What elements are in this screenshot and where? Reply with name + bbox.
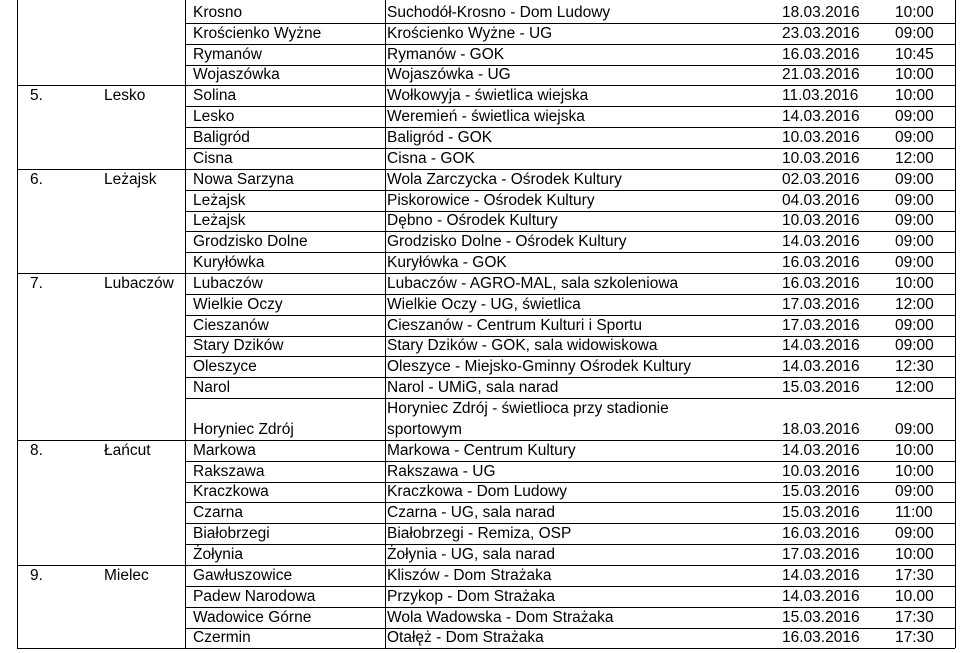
commune-name: Wojaszówka: [193, 66, 280, 84]
commune-name: Grodzisko Dolne: [193, 233, 308, 251]
column-divider: [955, 0, 956, 648]
meeting-date: 16.03.2016: [782, 45, 860, 63]
venue-name: Białobrzegi - Remiza, OSP: [387, 525, 572, 543]
column-divider: [185, 0, 186, 648]
venue-name: Rymanów - GOK: [387, 45, 505, 63]
venue-name: Żołynia - UG, sala narad: [387, 545, 555, 563]
venue-name: Kliszów - Dom Strażaka: [387, 566, 552, 584]
venue-name: Oleszyce - Miejsko-Gminny Ośrodek Kultury: [387, 358, 692, 376]
commune-name: Leżajsk: [193, 212, 246, 230]
row-divider: [185, 65, 955, 66]
row-divider: [185, 148, 955, 149]
commune-name: Cieszanów: [193, 316, 269, 334]
commune-name: Lubaczów: [193, 274, 263, 292]
commune-name: Krościenko Wyżne: [193, 24, 322, 42]
row-divider: [185, 252, 955, 253]
venue-name: Cisna - GOK: [387, 149, 475, 167]
meeting-date: 02.03.2016: [782, 170, 860, 188]
venue-name: Piskorowice - Ośrodek Kultury: [387, 191, 595, 209]
meeting-date: 23.03.2016: [782, 24, 860, 42]
group-divider: [17, 273, 955, 274]
venue-name: sportowym: [387, 420, 462, 438]
meeting-date: 10.03.2016: [782, 462, 860, 480]
meeting-date: 21.03.2016: [782, 66, 860, 84]
venue-name: Rakszawa - UG: [387, 462, 496, 480]
row-divider: [185, 336, 955, 337]
venue-name: Przykop - Dom Strażaka: [387, 587, 555, 605]
venue-name: Cieszanów - Centrum Kulturi i Sportu: [387, 316, 642, 334]
venue-name: Czarna - UG, sala narad: [387, 504, 555, 522]
meeting-time: 12:30: [895, 358, 934, 376]
row-divider: [185, 607, 955, 608]
venue-name: Wola Zarczycka - Ośrodek Kultury: [387, 170, 622, 188]
row-divider: [185, 356, 955, 357]
meeting-time: 10:45: [895, 45, 934, 63]
row-divider: [185, 502, 955, 503]
commune-name: Horyniec Zdrój: [193, 420, 294, 438]
commune-name: Nowa Sarzyna: [193, 170, 294, 188]
meeting-date: 16.03.2016: [782, 254, 860, 272]
group-divider: [17, 440, 955, 441]
commune-name: Rymanów: [193, 45, 262, 63]
column-divider: [385, 0, 386, 648]
meeting-time: 12:00: [895, 149, 934, 167]
meeting-date: 14.03.2016: [782, 587, 860, 605]
meeting-date: 14.03.2016: [782, 233, 860, 251]
commune-name: Białobrzegi: [193, 525, 270, 543]
meeting-date: 17.03.2016: [782, 295, 860, 313]
row-divider: [185, 586, 955, 587]
meeting-time: 10:00: [895, 441, 934, 459]
meeting-time: 09:00: [895, 233, 934, 251]
meeting-time: 17:30: [895, 608, 934, 626]
meeting-time: 10.00: [895, 587, 934, 605]
meeting-date: 16.03.2016: [782, 525, 860, 543]
meeting-time: 10:00: [895, 87, 934, 105]
commune-name: Narol: [193, 379, 231, 397]
group-number: 7.: [30, 274, 43, 292]
district-name: Leżajsk: [104, 170, 157, 188]
venue-name: Otałęż - Dom Strażaka: [387, 629, 544, 647]
venue-name: Wielkie Oczy - UG, świetlica: [387, 295, 581, 313]
meeting-time: 09:00: [895, 337, 934, 355]
meeting-date: 15.03.2016: [782, 483, 860, 501]
row-divider: [185, 482, 955, 483]
meeting-time: 12:00: [895, 295, 934, 313]
commune-name: Kuryłówka: [193, 254, 265, 272]
group-number: 5.: [30, 87, 43, 105]
commune-name: Baligród: [193, 128, 250, 146]
venue-name: Baligród - GOK: [387, 128, 493, 146]
group-number: 6.: [30, 170, 43, 188]
venue-name: Wołkowyja - świetlica wiejska: [387, 87, 589, 105]
meeting-date: 10.03.2016: [782, 212, 860, 230]
commune-name: Leżajsk: [193, 191, 246, 209]
meeting-time: 09:00: [895, 170, 934, 188]
meeting-date: 15.03.2016: [782, 504, 860, 522]
meeting-date: 11.03.2016: [782, 87, 859, 105]
meeting-time: 09:00: [895, 24, 934, 42]
commune-name: Czermin: [193, 629, 251, 647]
venue-name: Weremień - świetlica wiejska: [387, 108, 585, 126]
commune-name: Solina: [193, 87, 237, 105]
row-divider: [185, 628, 955, 629]
venue-name: Horyniec Zdrój - świetlioca przy stadionie: [387, 400, 669, 417]
venue-name: Wola Wadowska - Dom Strażaka: [387, 608, 614, 626]
meeting-time: 09:00: [895, 254, 934, 272]
meeting-date: 16.03.2016: [782, 274, 860, 292]
meeting-date: 14.03.2016: [782, 337, 860, 355]
commune-name: Stary Dzików: [193, 337, 284, 355]
commune-name: Krosno: [193, 3, 243, 21]
meeting-date: 14.03.2016: [782, 566, 860, 584]
venue-name: Stary Dzików - GOK, sala widowiskowa: [387, 337, 658, 355]
commune-name: Lesko: [193, 108, 235, 126]
row-divider: [185, 544, 955, 545]
commune-name: Czarna: [193, 504, 243, 522]
venue-name: Wojaszówka - UG: [387, 66, 511, 84]
meeting-date: 18.03.2016: [782, 3, 860, 21]
column-divider: [17, 0, 18, 648]
meeting-time: 10:00: [895, 3, 934, 21]
meeting-date: 14.03.2016: [782, 358, 860, 376]
row-divider: [185, 461, 955, 462]
row-divider: [185, 315, 955, 316]
group-divider: [17, 169, 955, 170]
row-divider: [185, 44, 955, 45]
commune-name: Padew Narodowa: [193, 587, 316, 605]
commune-name: Żołynia: [193, 545, 243, 563]
meeting-time: 09:00: [895, 316, 934, 334]
meeting-date: 17.03.2016: [782, 545, 860, 563]
meeting-date: 14.03.2016: [782, 108, 860, 126]
row-divider: [185, 377, 955, 378]
row-divider: [185, 127, 955, 128]
row-divider: [185, 106, 955, 107]
commune-name: Rakszawa: [193, 462, 265, 480]
group-number: 9.: [30, 566, 43, 584]
meeting-time: 10:00: [895, 462, 934, 480]
meeting-time: 10:00: [895, 274, 934, 292]
group-divider: [17, 648, 955, 649]
district-name: Łańcut: [104, 441, 151, 459]
meeting-time: 09:00: [895, 212, 934, 230]
row-divider: [185, 294, 955, 295]
meeting-time: 09:00: [895, 420, 934, 438]
row-divider: [185, 211, 955, 212]
meeting-time: 09:00: [895, 128, 934, 146]
row-divider: [185, 398, 955, 399]
meeting-date: 10.03.2016: [782, 128, 860, 146]
row-divider: [185, 231, 955, 232]
district-name: Mielec: [104, 566, 149, 584]
commune-name: Cisna: [193, 149, 233, 167]
group-divider: [17, 85, 955, 86]
meeting-time: 09:00: [895, 108, 934, 126]
venue-name: Markowa - Centrum Kultury: [387, 441, 576, 459]
meeting-date: 15.03.2016: [782, 379, 860, 397]
group-number: 8.: [30, 441, 43, 459]
meeting-date: 15.03.2016: [782, 608, 860, 626]
meeting-time: 17:30: [895, 629, 934, 647]
meeting-date: 04.03.2016: [782, 191, 860, 209]
commune-name: Wadowice Górne: [193, 608, 312, 626]
meeting-time: 11:00: [895, 504, 933, 522]
venue-name: Narol - UMiG, sala narad: [387, 379, 559, 397]
meeting-time: 09:00: [895, 191, 934, 209]
venue-name: Krościenko Wyżne - UG: [387, 24, 553, 42]
venue-name: Suchodół-Krosno - Dom Ludowy: [387, 3, 611, 21]
venue-name: Kuryłówka - GOK: [387, 254, 507, 272]
row-divider: [185, 523, 955, 524]
group-divider: [17, 565, 955, 566]
meeting-date: 17.03.2016: [782, 316, 860, 334]
meeting-time: 10:00: [895, 545, 934, 563]
district-name: Lesko: [104, 87, 146, 105]
meeting-date: 14.03.2016: [782, 441, 860, 459]
venue-name: Lubaczów - AGRO-MAL, sala szkoleniowa: [387, 274, 679, 292]
meeting-time: 09:00: [895, 483, 934, 501]
commune-name: Oleszyce: [193, 358, 257, 376]
meeting-time: 17:30: [895, 566, 934, 584]
row-divider: [185, 23, 955, 24]
meeting-time: 12:00: [895, 379, 934, 397]
meeting-time: 09:00: [895, 525, 934, 543]
meeting-date: 18.03.2016: [782, 420, 860, 438]
commune-name: Gawłuszowice: [193, 566, 293, 584]
venue-name: Dębno - Ośrodek Kultury: [387, 212, 558, 230]
commune-name: Kraczkowa: [193, 483, 269, 501]
meeting-time: 10:00: [895, 66, 934, 84]
district-name: Lubaczów: [104, 274, 174, 292]
meeting-date: 10.03.2016: [782, 149, 860, 167]
venue-name: Kraczkowa - Dom Ludowy: [387, 483, 568, 501]
row-divider: [185, 190, 955, 191]
commune-name: Wielkie Oczy: [193, 295, 283, 313]
commune-name: Markowa: [193, 441, 256, 459]
venue-name: Grodzisko Dolne - Ośrodek Kultury: [387, 233, 627, 251]
meeting-date: 16.03.2016: [782, 629, 860, 647]
